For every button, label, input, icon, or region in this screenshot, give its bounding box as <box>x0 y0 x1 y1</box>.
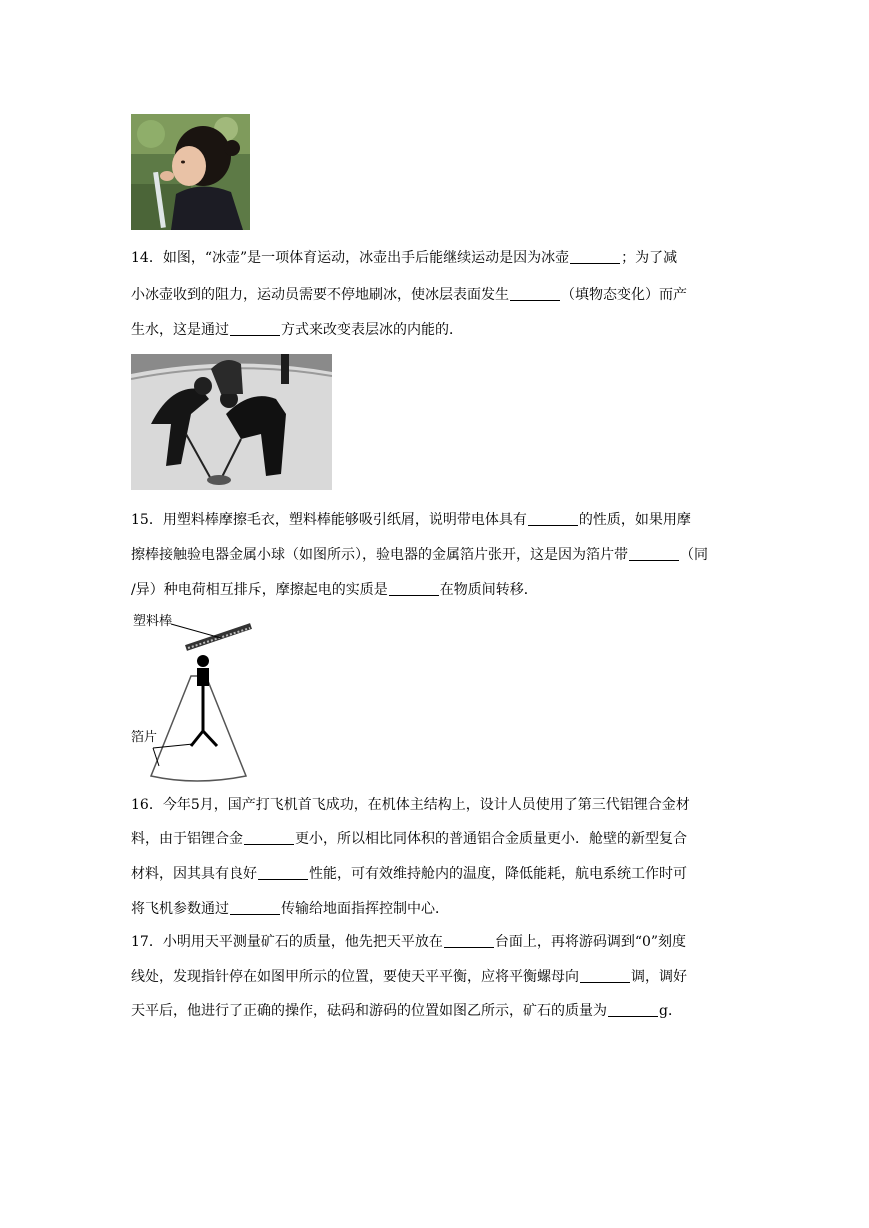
answer-blank[interactable] <box>608 1002 658 1017</box>
q16-line-4: 将飞机参数通过 传输给地面指挥控制中心． <box>131 901 449 917</box>
answer-blank[interactable] <box>230 321 280 336</box>
q16-line-1: 16．今年5月，国产打飞机首飞成功，在机体主结构上，设计人员使用了第三代铝锂合金材 <box>131 797 690 813</box>
answer-blank[interactable] <box>230 900 280 915</box>
answer-blank[interactable] <box>389 581 439 596</box>
q15-line-1: 15．用塑料棒摩擦毛衣，塑料棒能够吸引纸屑，说明带电体具有 的性质，如果用摩 <box>131 512 691 528</box>
q16-line-2: 料，由于铝锂合金 更小，所以相比同体积的普通铝合金质量更小．舱壁的新型复合 <box>131 831 687 847</box>
answer-blank[interactable] <box>258 865 308 880</box>
electroscope-figure <box>131 606 261 786</box>
answer-blank[interactable] <box>580 968 630 983</box>
q16-line-3: 材料，因其具有良好 性能，可有效维持舱内的温度，降低能耗，航电系统工作时可 <box>131 866 687 882</box>
label-plastic-rod: 塑料棒 <box>133 614 173 629</box>
q17-line-2: 线处，发现指针停在如图甲所示的位置，要使天平平衡，应将平衡螺母向 调，调好 <box>131 969 687 985</box>
answer-blank[interactable] <box>528 511 578 526</box>
q17-line-3: 天平后，他进行了正确的操作，砝码和游码的位置如图乙所示，矿石的质量为 g． <box>131 1003 682 1019</box>
q14-line-3: 生水，这是通过 方式来改变表层冰的内能的． <box>131 322 463 338</box>
q14-line-2: 小冰壶收到的阻力，运动员需要不停地刷冰，使冰层表面发生 （填物态变化）而产 <box>131 287 687 303</box>
answer-blank[interactable] <box>244 830 294 845</box>
q14-line-1: 14．如图，“冰壶”是一项体育运动，冰壶出手后能继续运动是因为冰壶 ；为了减 <box>131 250 678 266</box>
girl-blowing-photo <box>131 114 250 230</box>
q15-line-3: /异）种电荷相互排斥，摩擦起电的实质是 在物质间转移． <box>131 582 538 598</box>
q17-line-1: 17．小明用天平测量矿石的质量，他先把天平放在 台面上，再将游码调到“0”刻度 <box>131 934 687 950</box>
q15-line-2: 擦棒接触验电器金属小球（如图所示），验电器的金属箔片张开，这是因为箔片带 （同 <box>131 547 708 563</box>
answer-blank[interactable] <box>444 933 494 948</box>
answer-blank[interactable] <box>510 286 560 301</box>
answer-blank[interactable] <box>629 546 679 561</box>
label-foil: 箔片 <box>131 730 158 745</box>
answer-blank[interactable] <box>570 249 620 264</box>
curling-photo <box>131 354 332 490</box>
